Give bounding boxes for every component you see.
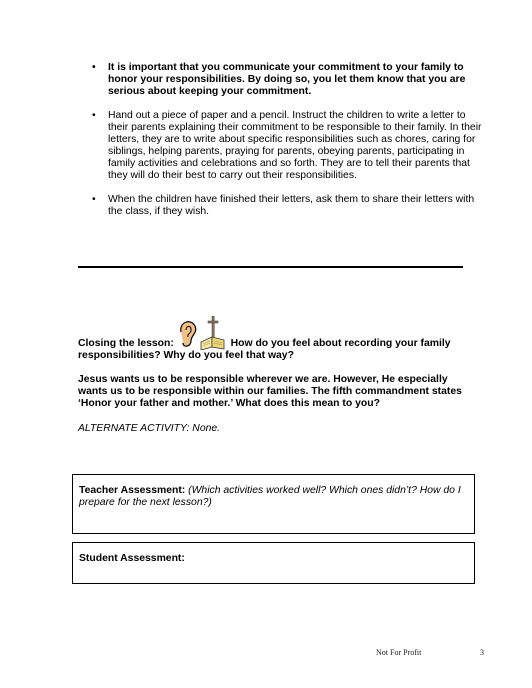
horizontal-divider <box>78 266 463 268</box>
teacher-assessment-label: Teacher Assessment: <box>79 485 186 496</box>
bullet-item <box>92 110 487 182</box>
teacher-assessment-question: (Which activities worked well? Which ones didn’t? How do I prepare for the next lesson?) <box>79 485 461 508</box>
student-assessment-label: Student Assessment: <box>79 553 185 564</box>
bullet-item <box>92 194 487 218</box>
bible-cross-icon <box>177 316 228 350</box>
bullet-dot: • <box>92 110 96 121</box>
closing-section <box>78 316 478 435</box>
closing-paragraph: Jesus wants us to be responsible wherever we are. However, He especially wants us to be responsible within our families. The fifth commandment states ‘Honor your father and mother.’ What does this mean to you? <box>78 374 462 409</box>
closing-icons <box>177 316 228 350</box>
closing-label: Closing the lesson: <box>78 338 174 349</box>
bullet-text: When the children have finished their letters, ask them to share their letters with the class, if they wish. <box>108 194 475 217</box>
footer-note: Not For Profit <box>376 648 422 657</box>
alternate-activity: ALTERNATE ACTIVITY: None. <box>78 423 221 434</box>
bullet-text: It is important that you communicate your commitment to your family to honor your responsibilities. By doing so, you let them know that you are serious about keeping your commitment. <box>108 62 466 97</box>
teacher-assessment-box[interactable] <box>72 474 475 534</box>
bullet-dot: • <box>92 194 96 205</box>
bullet-list <box>92 62 487 230</box>
bullet-text: Hand out a piece of paper and a pencil. Instruct the children to write a letter to their parents explaining their commitment to be responsible to their family. In their letters, they are to write about specific responsibilities such as chores, caring for siblings, helping parents, praying for parents, obeying parents, participating in family activities and celebrations and so forth. They are to tell their parents that they will do their best to carry out their responsibilities. <box>108 110 482 181</box>
bullet-dot: • <box>92 62 96 73</box>
student-assessment-box[interactable] <box>72 542 475 584</box>
page-number: 3 <box>480 648 484 657</box>
closing-question-row <box>78 316 478 362</box>
bullet-item <box>92 62 487 98</box>
closing-question: How do you feel about recording your family responsibilities? Why do you feel that way? <box>78 338 451 361</box>
